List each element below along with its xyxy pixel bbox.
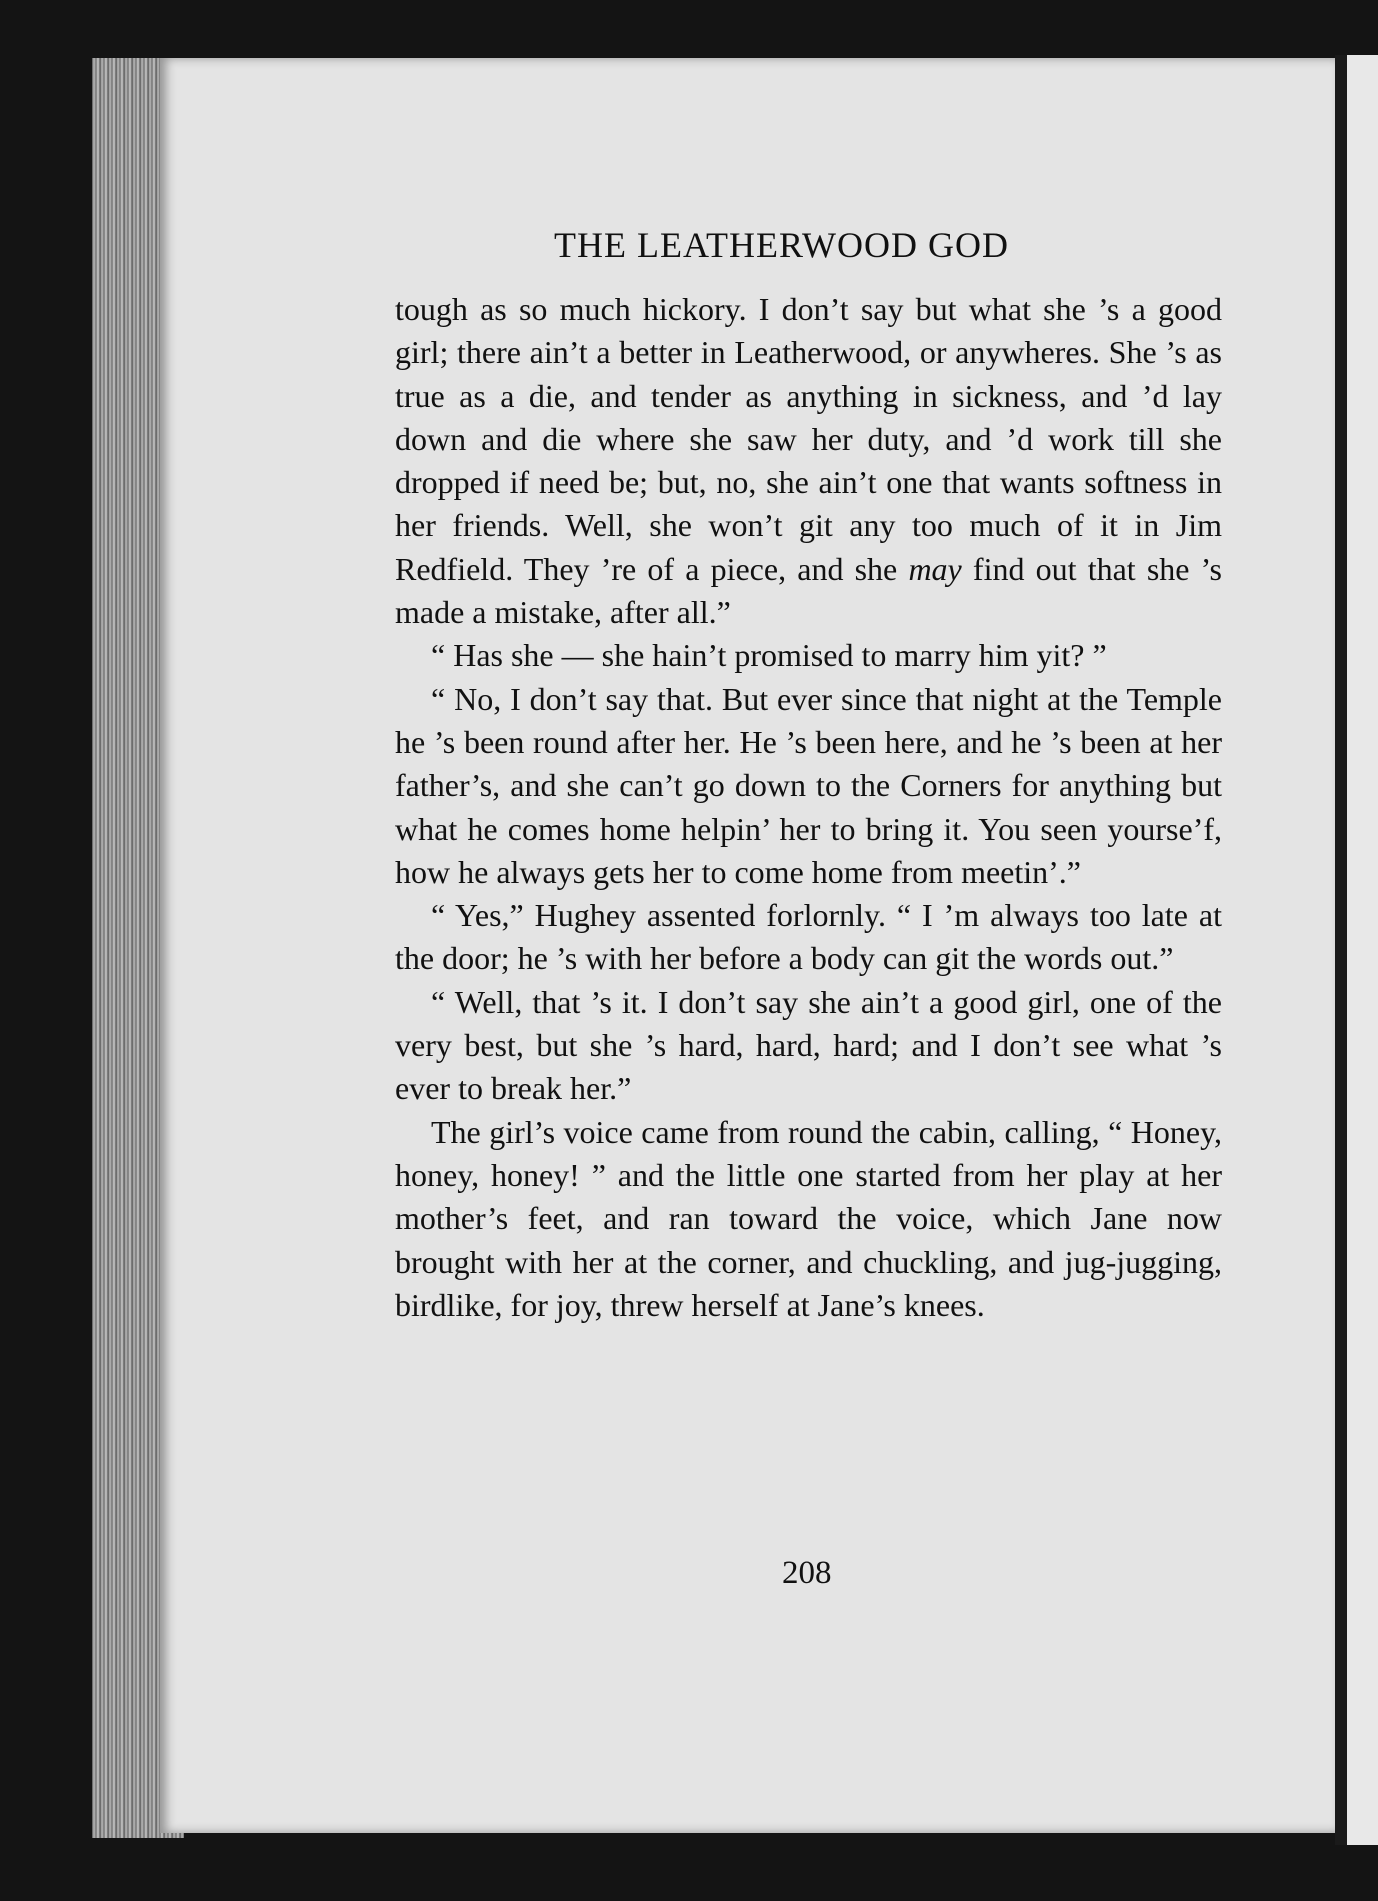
paragraph: The girl’s voice came from round the cabin, calling, “ Honey, honey, honey! ” and the little one started from her play at her mother’s feet, and ran toward the voice, which Jane now brought with her at the corner, and chuckling, and jug-jugging, birdlike, for joy, threw herself at Jane’s knees. — [395, 1113, 1222, 1323]
paragraph: “ Has she — she hain’t promised to marry him yit? ” — [431, 637, 1107, 674]
facing-page-edge — [1335, 55, 1378, 1845]
paragraph: “ No, I don’t say that. But ever since that night at the Temple he ’s been round after her. He ’s been here, and he ’s been at her father’s, and she can’t go down to the Corners for anything but what he comes home helpin’ her to bring it. You seen yourse’f, how he always gets her to come home from meetin’.” — [395, 680, 1222, 890]
paragraph-continued — [395, 288, 1222, 634]
paragraph: “ Well, that ’s it. I don’t say she ain’t a good girl, one of the very best, but she ’s hard, hard, hard; and I don’t see what ’s ever to break her.” — [395, 983, 1222, 1107]
paragraph: “ Yes,” Hughey assented forlornly. “ I ’m always too late at the door; he ’s with her before a body can git the words out.” — [395, 897, 1222, 977]
page-number: 208 — [782, 1555, 832, 1591]
paragraph-text: find out that she ’s made a mistake, after all.” — [395, 550, 1223, 631]
body-text — [395, 288, 1222, 1327]
emphasized-word: may — [908, 550, 962, 587]
paragraph-text: tough as so much hickory. I don’t say but what she ’s a good girl; there ain’t a better in Leatherwood, or anywheres. She ’s as true as a die, and tender as anything in sickness, and ’d lay down and die where she saw her duty, and ’d work till she dropped if need be; but, no, she ain’t one that wants softness in her friends. Well, she won’t git any too much of it in Jim Redfield. They ’re of a piece, and she — [395, 291, 1222, 587]
running-head: THE LEATHERWOOD GOD — [554, 225, 1009, 265]
